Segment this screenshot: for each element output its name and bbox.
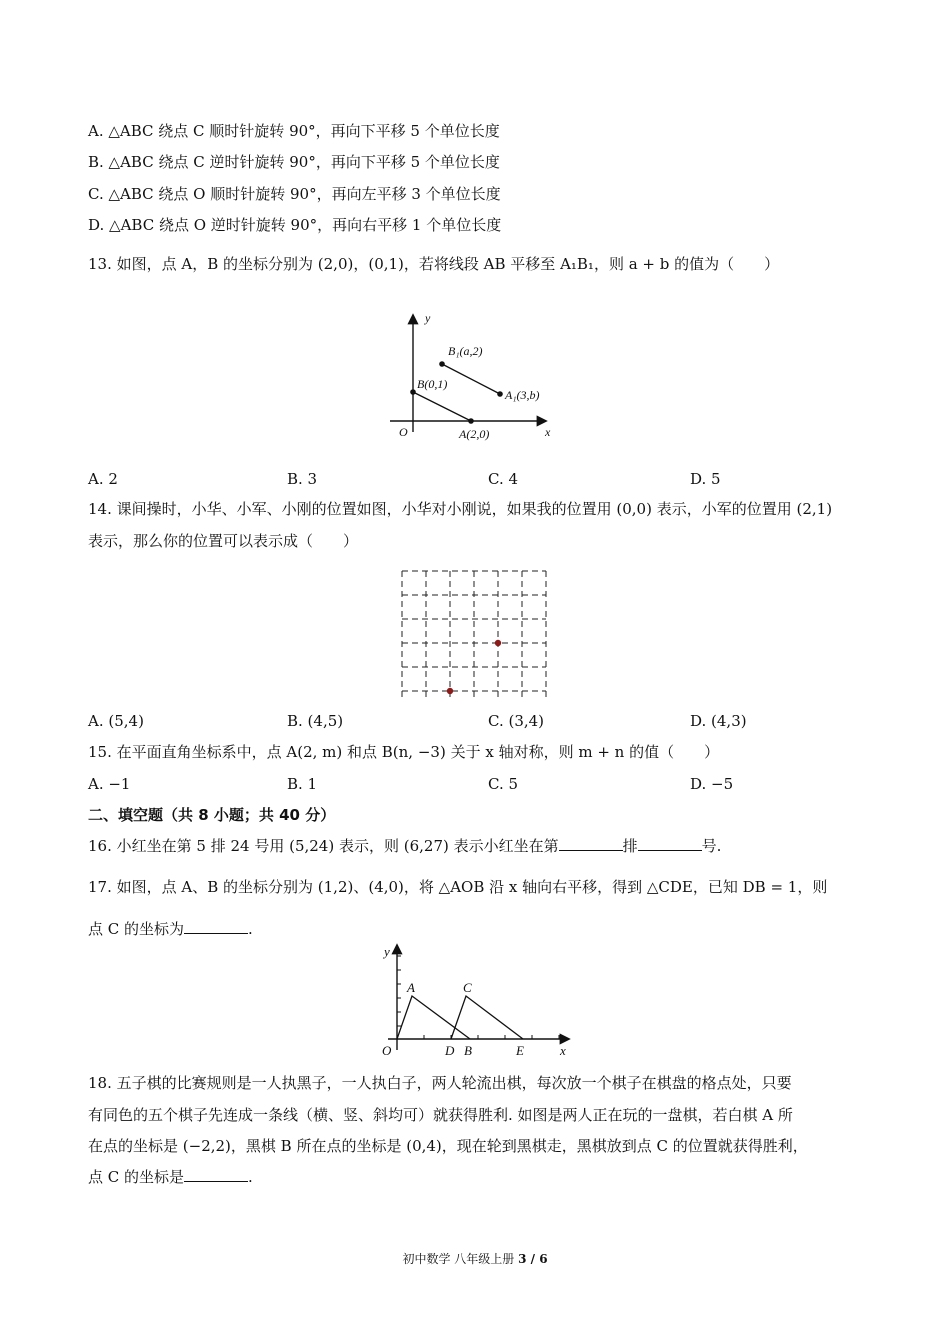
- q13-b-label: B(0,1): [417, 377, 448, 391]
- q17-x-label: x: [560, 1043, 566, 1058]
- q12-option-b: B. △ABC 绕点 C 逆时针旋转 90°，再向下平移 5 个单位长度: [88, 153, 500, 171]
- q14-grid-figure: [395, 565, 555, 700]
- q18-line4: [88, 1167, 253, 1187]
- q13-a-label: A(2,0): [459, 427, 490, 441]
- q13-point-a: [468, 418, 474, 424]
- q13-segment-a1b1: [442, 364, 500, 394]
- q13-b1-label: B₁(a,2): [448, 344, 483, 358]
- q13-option-b: B. 3: [287, 470, 318, 488]
- q18-text: 点 C 的坐标是: [88, 1168, 185, 1186]
- q13-option-a: A. 2: [88, 470, 118, 488]
- q13-option-d: D. 5: [690, 470, 721, 488]
- q17-text-end: .: [248, 920, 253, 938]
- q18-text-end: .: [248, 1168, 253, 1186]
- q18-line2: 有同色的五个棋子先连成一条线（横、竖、斜均可）就获得胜利. 如图是两人正在玩的一盘棋，若白棋 A 所: [88, 1106, 793, 1124]
- q13-stem: 13. 如图，点 A，B 的坐标分别为 (2,0)，(0,1)，若将线段 AB 平移至 A₁B₁，则 a + b 的值为（ ）: [88, 255, 780, 273]
- q13-point-a1: [497, 391, 503, 397]
- q13-point-b1: [439, 361, 445, 367]
- q18-line1: 18. 五子棋的比赛规则是一人执黑子，一人执白子，两人轮流出棋，每次放一个棋子在棋盘的格点处，只要: [88, 1074, 792, 1092]
- q12-option-a: A. △ABC 绕点 C 顺时针旋转 90°，再向下平移 5 个单位长度: [88, 122, 500, 140]
- q17-o-label: O: [382, 1043, 392, 1058]
- q17-b-label: B: [464, 1043, 472, 1058]
- q14-stem-line1: 14. 课间操时，小华、小军、小刚的位置如图，小华对小刚说，如果我的位置用 (0,0) 表示，小军的位置用 (2,1): [88, 500, 833, 518]
- q14-position-dot: [447, 688, 453, 694]
- q17-blank[interactable]: [184, 919, 248, 934]
- q14-option-c: C. (3,4): [488, 712, 545, 730]
- q13-a1-label: A₁(3,b): [505, 388, 540, 402]
- q14-position-dot: [495, 640, 501, 646]
- q14-option-d: D. (4,3): [690, 712, 747, 730]
- q16-text-1: 16. 小红坐在第 5 排 24 号用 (5,24) 表示，则 (6,27) 表示小红坐在第: [88, 837, 559, 855]
- q18-blank[interactable]: [184, 1167, 248, 1182]
- section-2-title: 二、填空题（共 8 小题；共 40 分）: [88, 806, 336, 824]
- q13-segment-ab: [413, 392, 471, 421]
- q17-text: 点 C 的坐标为: [88, 920, 185, 938]
- q17-d-label: D: [445, 1043, 455, 1058]
- q15-option-d: D. −5: [690, 775, 734, 793]
- q12-option-d: D. △ABC 绕点 O 逆时针旋转 90°，再向右平移 1 个单位长度: [88, 216, 502, 234]
- q14-stem-line2: 表示，那么你的位置可以表示成（ ）: [88, 532, 359, 550]
- q13-figure: [385, 308, 565, 448]
- q15-option-b: B. 1: [287, 775, 318, 793]
- q15-option-c: C. 5: [488, 775, 519, 793]
- q13-point-b: [410, 389, 416, 395]
- q18-line3: 在点的坐标是 (−2,2)，黑棋 B 所在点的坐标是 (0,4)，现在轮到黑棋走，黑棋放到点 C 的位置就获得胜利，: [88, 1137, 808, 1155]
- q15-stem: 15. 在平面直角坐标系中，点 A(2, m) 和点 B(n, −3) 关于 x 轴对称，则 m + n 的值（ ）: [88, 743, 720, 761]
- footer-subject: 初中数学 八年级上册: [402, 1252, 515, 1266]
- footer-page-number: 3 / 6: [518, 1252, 548, 1266]
- q17-figure: [370, 940, 580, 1062]
- q16-stem: [88, 836, 721, 856]
- q13-y-label: y: [425, 311, 431, 325]
- q14-option-a: A. (5,4): [88, 712, 144, 730]
- q17-y-label: y: [384, 944, 390, 959]
- q13-x-label: x: [545, 425, 551, 439]
- q16-text-2: 排: [622, 837, 638, 855]
- q17-e-label: E: [516, 1043, 524, 1058]
- q16-blank-row[interactable]: [559, 836, 623, 851]
- q13-origin-label: O: [399, 425, 408, 439]
- q15-option-a: A. −1: [88, 775, 131, 793]
- q12-option-c: C. △ABC 绕点 O 顺时针旋转 90°，再向左平移 3 个单位长度: [88, 185, 501, 203]
- q17-stem-line2: [88, 919, 253, 939]
- page-footer: [0, 1250, 950, 1267]
- q17-a-label: A: [407, 980, 415, 995]
- q17-stem-line1: 17. 如图，点 A、B 的坐标分别为 (1,2)、(4,0)，将 △AOB 沿 x 轴向右平移，得到 △CDE，已知 DB = 1，则: [88, 878, 828, 896]
- q17-c-label: C: [463, 980, 472, 995]
- q16-text-3: 号.: [701, 837, 722, 855]
- q14-option-b: B. (4,5): [287, 712, 344, 730]
- q16-blank-seat[interactable]: [638, 836, 702, 851]
- q13-option-c: C. 4: [488, 470, 519, 488]
